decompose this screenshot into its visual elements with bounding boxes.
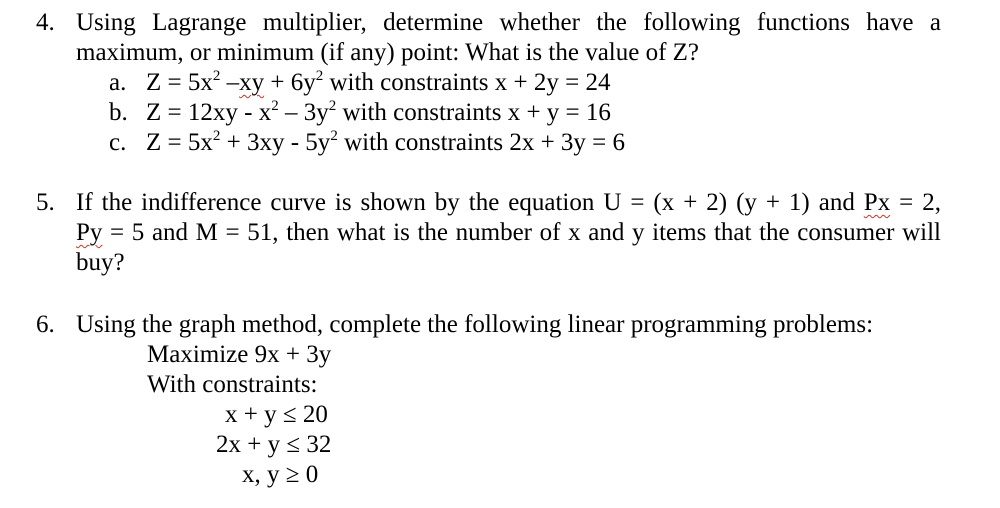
question-text: If the indifference curve is shown by the equation U = (x + 2) (y + 1) and [76, 189, 864, 216]
question-text-line: Using the graph method, complete the following linear programming problems: [76, 311, 874, 338]
equation-text: Z = 5x [146, 69, 213, 96]
equation-text: + 3xy - 5y [220, 129, 331, 156]
constraints-heading: With constraints: [147, 371, 318, 398]
constraint-text: with constraints x + 2y = 24 [323, 69, 611, 96]
question-6 [36, 310, 941, 340]
sub-label: c. [109, 129, 127, 156]
spellcheck-word: Py [76, 219, 103, 246]
equation-text: Z = 12xy - x [146, 99, 272, 126]
sub-question-c [76, 128, 941, 158]
question-text: = 5 and M = 51, then what is the number of x and y items that the consumer will [102, 219, 941, 246]
exponent: 2 [315, 68, 324, 84]
exponent: 2 [212, 128, 221, 144]
exponent: 2 [328, 98, 337, 114]
constraint-2: 2x + y ≤ 32 [216, 431, 332, 458]
spellcheck-word: Px [863, 189, 891, 216]
exponent: 2 [330, 128, 338, 144]
question-number: 6. [36, 311, 55, 338]
sub-label: a. [109, 69, 127, 96]
equation-text: + 6y [264, 69, 316, 96]
exponent: 2 [212, 68, 221, 84]
question-text: = 2, [890, 189, 941, 216]
question-text-line: maximum, or minimum (if any) point: What is the value of Z? [76, 39, 700, 66]
constraint-text: with constraints x + y = 16 [336, 99, 611, 126]
question-text-line [76, 188, 941, 218]
question-text-line: buy? [76, 249, 125, 276]
question-4 [36, 8, 941, 158]
constraint-text: with constraints 2x + 3y = 6 [337, 129, 626, 156]
question-text-line: Using Lagrange multiplier, determine whether the following functions have a [76, 9, 941, 36]
question-number: 5. [36, 189, 55, 216]
equation-text: – 3y [278, 99, 329, 126]
exponent: 2 [271, 98, 279, 114]
equation-text: Z = 5x [146, 129, 213, 156]
sub-label: b. [109, 99, 128, 126]
question-text-line [76, 218, 941, 248]
constraint-3: x, y ≥ 0 [242, 461, 319, 488]
sub-question-b [76, 98, 941, 128]
equation-text: – [220, 69, 240, 96]
constraint-1: x + y ≤ 20 [225, 401, 328, 428]
sub-question-a [76, 68, 941, 98]
question-5 [36, 188, 941, 278]
objective-function: Maximize 9x + 3y [147, 341, 332, 368]
spellcheck-word: xy [239, 69, 265, 96]
question-number: 4. [36, 9, 55, 36]
